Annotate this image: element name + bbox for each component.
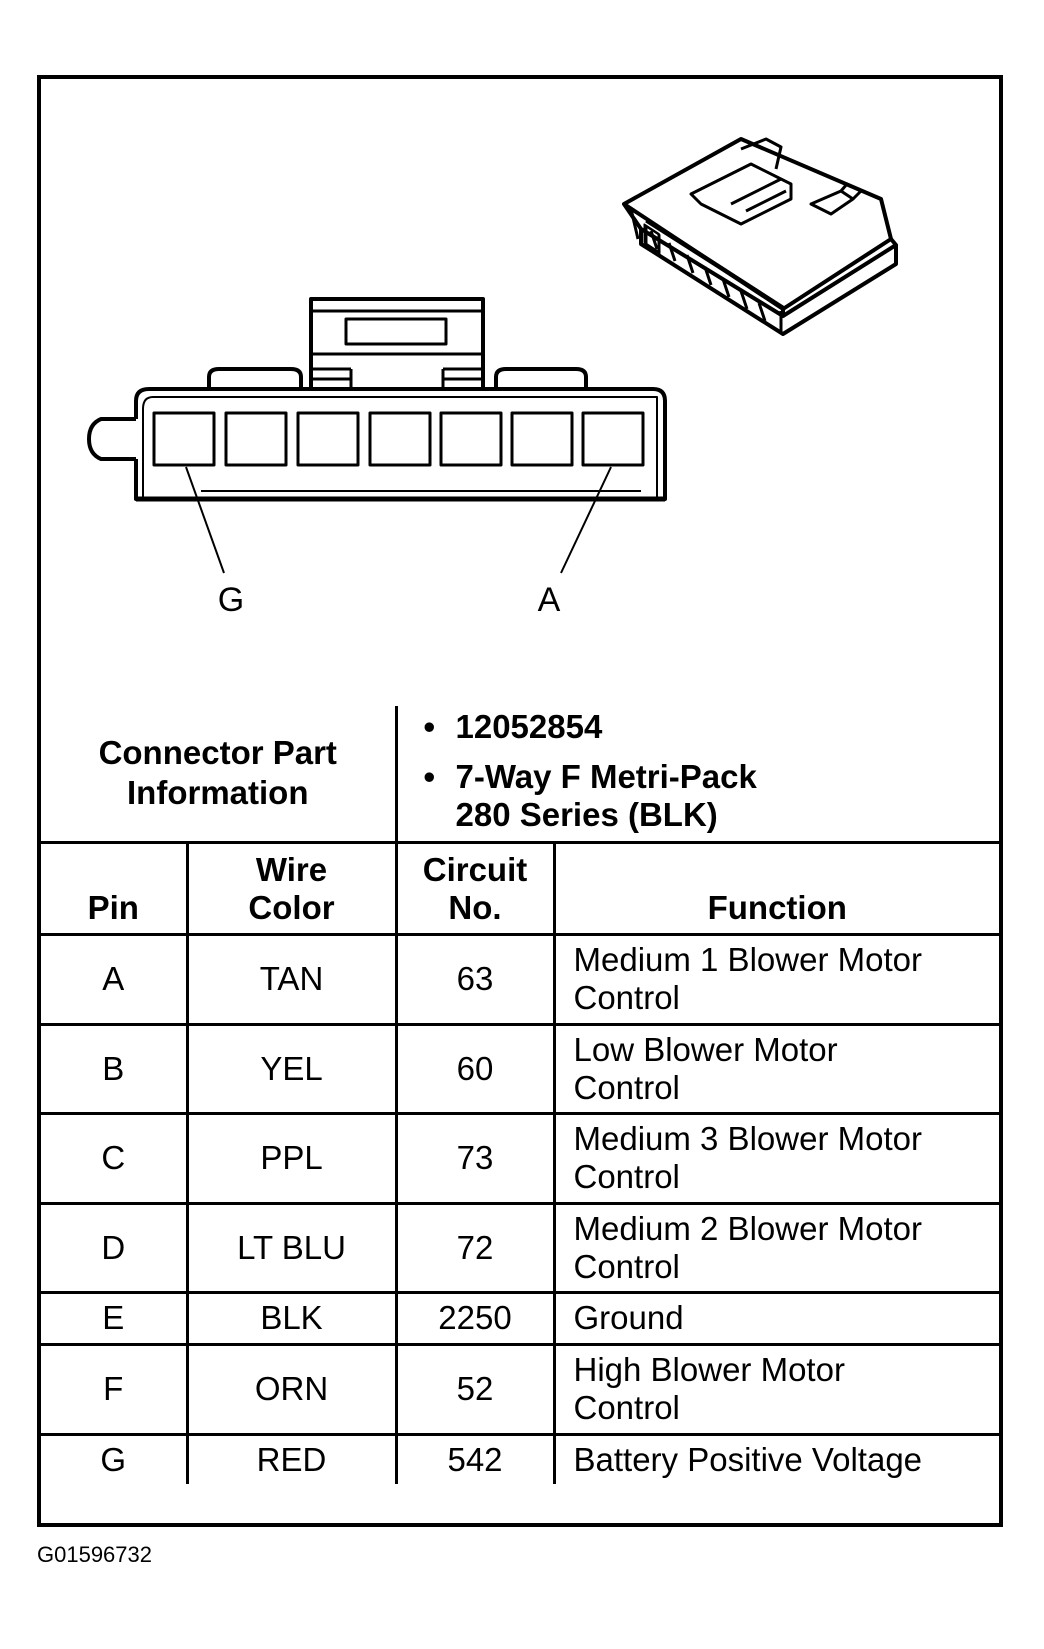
cell-pin: G xyxy=(41,1434,187,1484)
connector-info-values: • 12052854 • 7-Way F Metri-Pack 280 Series (BLK) xyxy=(396,706,999,842)
cell-function: Medium 1 Blower Motor Control xyxy=(554,934,999,1024)
cell-wire-color: LT BLU xyxy=(187,1203,396,1292)
cell-function: Low Blower Motor Control xyxy=(554,1024,999,1113)
connector-3d-view xyxy=(624,139,896,334)
figure-id: G01596732 xyxy=(37,1542,152,1567)
cell-pin: E xyxy=(41,1292,187,1344)
cell-pin: B xyxy=(41,1024,187,1113)
cell-wire-color: TAN xyxy=(187,934,396,1024)
cell-circuit-no: 542 xyxy=(396,1434,554,1484)
cell-wire-color: PPL xyxy=(187,1113,396,1203)
connector-info-row xyxy=(41,706,999,842)
connector-info-label: Connector Part Information xyxy=(41,706,396,842)
table-row xyxy=(41,1434,999,1484)
cell-wire-color: BLK xyxy=(187,1292,396,1344)
table-row xyxy=(41,1024,999,1113)
connector-description: • 7-Way F Metri-Pack xyxy=(423,758,757,796)
part-number: • 12052854 xyxy=(423,708,603,746)
table-row xyxy=(41,1113,999,1203)
cell-wire-color: RED xyxy=(187,1434,396,1484)
header-pin: Pin xyxy=(41,842,187,934)
header-circuit-no: Circuit No. xyxy=(396,842,554,934)
connector-front-view xyxy=(89,299,665,573)
table-row xyxy=(41,1344,999,1434)
cell-function: Medium 2 Blower Motor Control xyxy=(554,1203,999,1292)
cell-wire-color: YEL xyxy=(187,1024,396,1113)
table-row xyxy=(41,934,999,1024)
diagram-frame xyxy=(37,75,1003,1527)
cell-circuit-no: 73 xyxy=(396,1113,554,1203)
cell-function: Battery Positive Voltage xyxy=(554,1434,999,1484)
table-header-row xyxy=(41,842,999,934)
cell-pin: C xyxy=(41,1113,187,1203)
cell-circuit-no: 72 xyxy=(396,1203,554,1292)
cell-function: Medium 3 Blower Motor Control xyxy=(554,1113,999,1203)
pin-label-g: G xyxy=(217,581,245,619)
cell-function: High Blower Motor Control xyxy=(554,1344,999,1434)
cell-circuit-no: 60 xyxy=(396,1024,554,1113)
connector-illustration xyxy=(41,79,999,706)
cell-function: Ground xyxy=(554,1292,999,1344)
table-row xyxy=(41,1292,999,1344)
header-function: Function xyxy=(554,842,999,934)
cell-circuit-no: 52 xyxy=(396,1344,554,1434)
cell-pin: F xyxy=(41,1344,187,1434)
table-row xyxy=(41,1203,999,1292)
cell-pin: D xyxy=(41,1203,187,1292)
pin-label-a: A xyxy=(537,581,561,619)
connector-pinout-table xyxy=(41,706,999,1484)
cell-wire-color: ORN xyxy=(187,1344,396,1434)
cell-circuit-no: 63 xyxy=(396,934,554,1024)
header-wire-color: Wire Color xyxy=(187,842,396,934)
cell-circuit-no: 2250 xyxy=(396,1292,554,1344)
cell-pin: A xyxy=(41,934,187,1024)
